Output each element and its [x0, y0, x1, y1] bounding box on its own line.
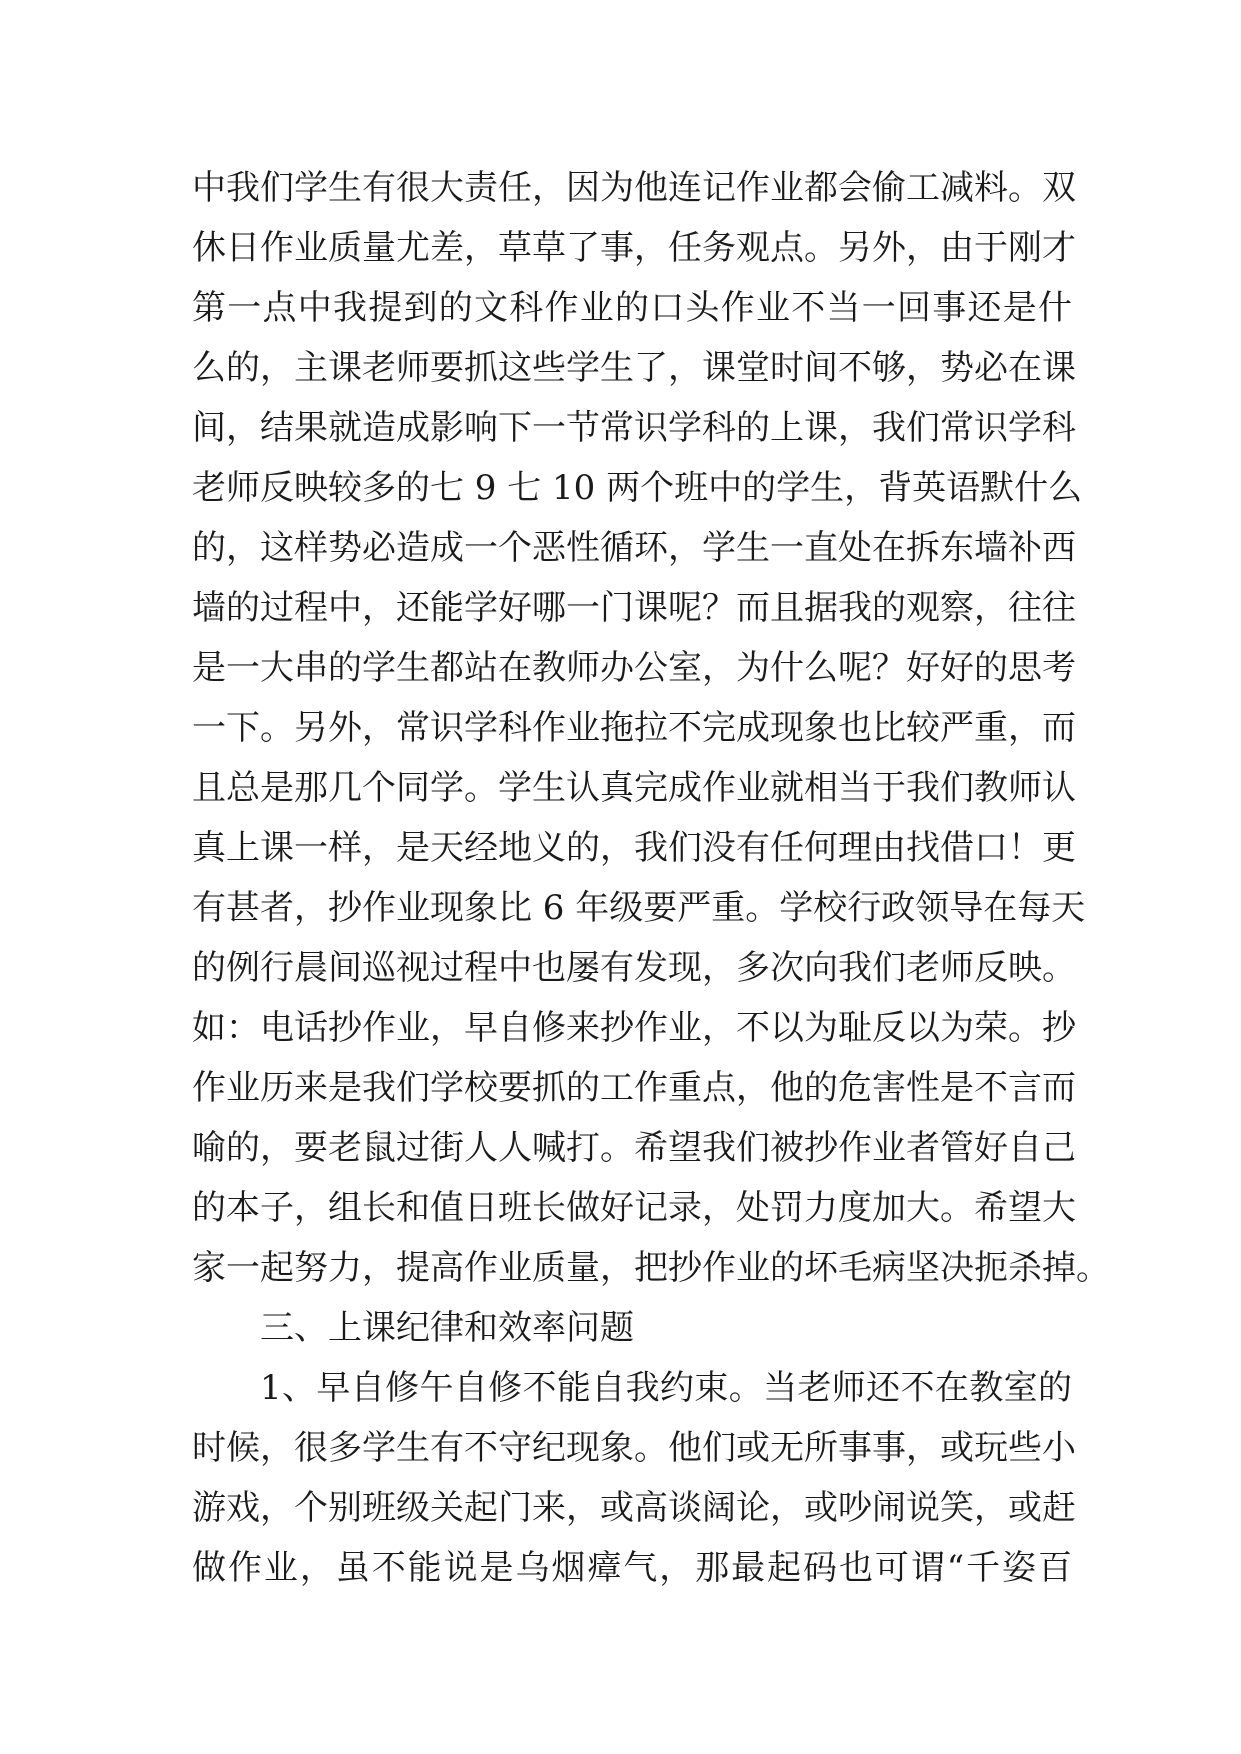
text-line: 墙的过程中，还能学好哪一门课呢？而且据我的观察，往往: [192, 588, 1076, 628]
text-line: 真上课一样，是天经地义的，我们没有任何理由找借口！更: [192, 828, 1076, 868]
text-line: 中我们学生有很大责任，因为他连记作业都会偷工减料。双: [192, 168, 1076, 208]
text-line: 么的，主课老师要抓这些学生了，课堂时间不够，势必在课: [192, 348, 1076, 388]
text-line: 有甚者，抄作业现象比 6 年级要严重。学校行政领导在每天: [192, 888, 1086, 928]
text-line: 的例行晨间巡视过程中也屡有发现，多次向我们老师反映。: [192, 948, 1076, 988]
text-line: 家一起努力，提高作业质量，把抄作业的坏毛病坚决扼杀掉。: [192, 1248, 1110, 1288]
body-text: [192, 158, 1110, 1598]
text-line: 老师反映较多的七 9 七 10 两个班中的学生，背英语默什么: [192, 468, 1083, 508]
text-line: 休日作业质量尤差，草草了事，任务观点。另外，由于刚才: [192, 228, 1076, 268]
text-line: 喻的，要老鼠过街人人喊打。希望我们被抄作业者管好自己: [192, 1128, 1076, 1168]
text-line: 的，这样势必造成一个恶性循环，学生一直处在拆东墙补西: [192, 528, 1076, 568]
text-line: 游戏，个别班级关起门来，或高谈阔论，或吵闹说笑，或赶: [192, 1488, 1076, 1528]
text-line: 的本子，组长和值日班长做好记录，处罚力度加大。希望大: [192, 1188, 1076, 1228]
text-line: 时候，很多学生有不守纪现象。他们或无所事事，或玩些小: [192, 1428, 1076, 1468]
text-line: 做作业，虽不能说是乌烟瘴气，那最起码也可谓“千姿百: [192, 1548, 1072, 1588]
text-line: 1、早自修午自修不能自我约束。当老师还不在教室的: [260, 1368, 1072, 1408]
text-line: 第一点中我提到的文科作业的口头作业不当一回事还是什: [192, 288, 1072, 328]
text-line: 一下。另外，常识学科作业拖拉不完成现象也比较严重，而: [192, 708, 1076, 748]
text-line: 是一大串的学生都站在教师办公室，为什么呢？好好的思考: [192, 648, 1076, 688]
text-line: 且总是那几个同学。学生认真完成作业就相当于我们教师认: [192, 768, 1076, 808]
text-line: 如：电话抄作业，早自修来抄作业，不以为耻反以为荣。抄: [192, 1008, 1076, 1048]
text-line: 间，结果就造成影响下一节常识学科的上课，我们常识学科: [192, 408, 1076, 448]
text-line: 作业历来是我们学校要抓的工作重点，他的危害性是不言而: [192, 1068, 1076, 1108]
section-heading: 三、上课纪律和效率问题: [260, 1308, 634, 1348]
